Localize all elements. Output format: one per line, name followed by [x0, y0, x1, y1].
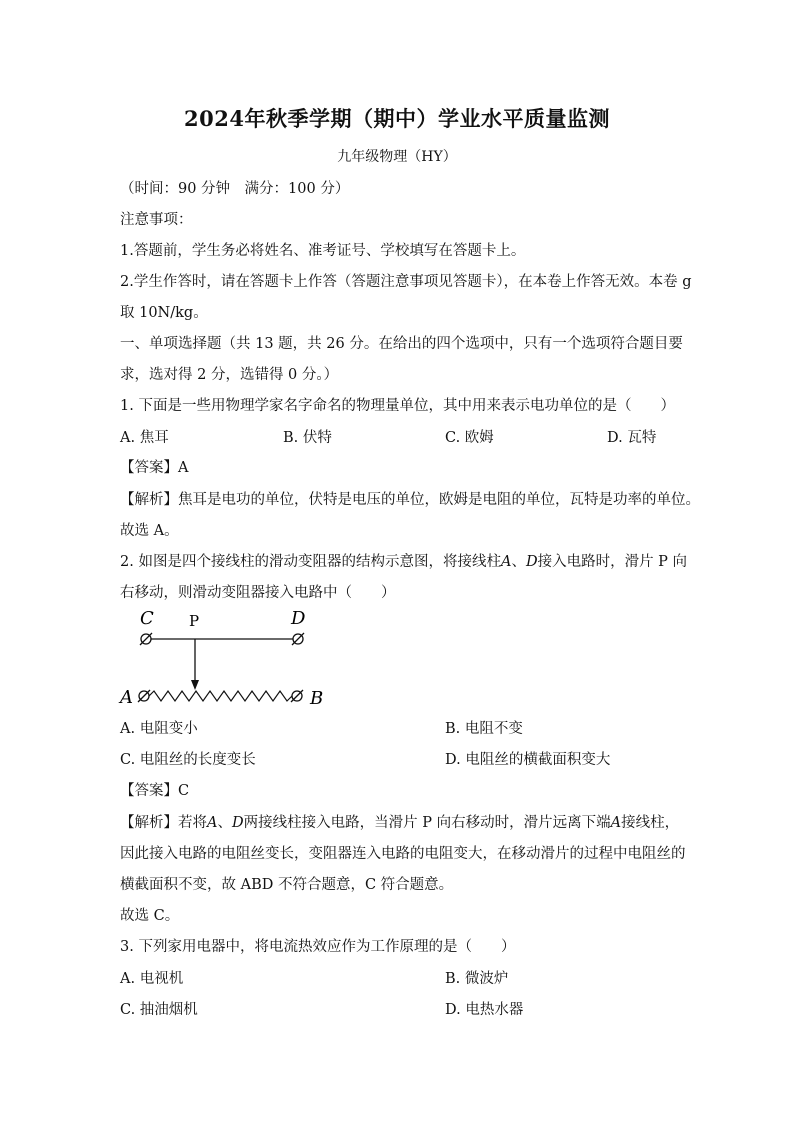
- q3-stem: 3. 下列家用电器中，将电流热效应作为工作原理的是（ ）: [120, 939, 516, 955]
- q2-option-c: C. 电阻丝的长度变长: [120, 752, 256, 768]
- q2-stem-line-2: 右移动，则滑动变阻器接入电路中（ ）: [120, 585, 396, 601]
- q1-option-c: C. 欧姆: [445, 430, 494, 446]
- terminal-c-label: C: [140, 608, 154, 629]
- resistance-wire: [149, 691, 292, 701]
- page-title: 2024年秋季学期（期中）学业水平质量监测: [184, 106, 610, 131]
- q2-analysis-line-2: 因此接入电路的电阻丝变长，变阻器连入电路的电阻变大，在移动滑片的过程中电阻丝的: [120, 846, 686, 862]
- note-item-2-line-1: 2.学生作答时，请在答题卡上作答（答题注意事项见答题卡），在本卷上作答无效。本卷 g: [120, 274, 692, 290]
- q1-answer: 【答案】A: [120, 460, 189, 476]
- q2-analysis-line-4: 故选 C。: [120, 908, 180, 924]
- q1-analysis-line-2: 故选 A。: [120, 523, 179, 539]
- q2-option-d: D. 电阻丝的横截面积变大: [445, 752, 611, 768]
- q2-option-a: A. 电阻变小: [120, 721, 198, 737]
- slider-p-label: P: [189, 612, 200, 630]
- q1-option-d: D. 瓦特: [607, 430, 657, 446]
- q3-option-b: B. 微波炉: [445, 971, 509, 987]
- q3-option-c: C. 抽油烟机: [120, 1002, 198, 1018]
- q1-stem: 1. 下面是一些用物理学家名字命名的物理量单位，其中用来表示电功单位的是（ ）: [120, 398, 675, 414]
- q1-option-a: A. 焦耳: [120, 430, 169, 446]
- section-heading-line-1: 一、单项选择题（共 13 题，共 26 分。在给出的四个选项中，只有一个选项符合题目要: [120, 336, 683, 352]
- q2-analysis-line-3: 横截面积不变，故 ABD 不符合题意，C 符合题意。: [120, 877, 454, 893]
- q1-option-b: B. 伏特: [283, 430, 332, 446]
- q2-option-b: B. 电阻不变: [445, 721, 523, 737]
- q1-analysis-line-1: 【解析】焦耳是电功的单位，伏特是电压的单位，欧姆是电阻的单位，瓦特是功率的单位。: [120, 492, 700, 508]
- note-item-1: 1.答题前，学生务必将姓名、准考证号、学校填写在答题卡上。: [120, 243, 526, 259]
- section-heading-line-2: 求，选对得 2 分，选错得 0 分。）: [120, 367, 339, 383]
- slider-arrow-icon: [191, 680, 199, 690]
- note-item-2-line-2: 取 10N/kg。: [120, 305, 208, 321]
- q2-analysis-line-1: 【解析】若将A、D两接线柱接入电路，当滑片 P 向右移动时，滑片远离下端A接线柱，: [120, 815, 680, 831]
- q2-answer: 【答案】C: [120, 783, 190, 799]
- q3-option-a: A. 电视机: [120, 971, 184, 987]
- q2-stem-line-1: 2. 如图是四个接线柱的滑动变阻器的结构示意图，将接线柱A、D接入电路时，滑片 P 向: [120, 554, 688, 570]
- terminal-d-label: D: [291, 608, 306, 629]
- notes-heading: 注意事项：: [120, 212, 193, 228]
- rheostat-diagram: [118, 602, 338, 710]
- time-info: （时间：90 分钟 满分：100 分）: [120, 181, 350, 197]
- terminal-b-label: B: [310, 688, 324, 709]
- q3-option-d: D. 电热水器: [445, 1002, 524, 1018]
- page-subtitle: 九年级物理（HY）: [337, 149, 457, 165]
- terminal-a-label: A: [120, 687, 133, 708]
